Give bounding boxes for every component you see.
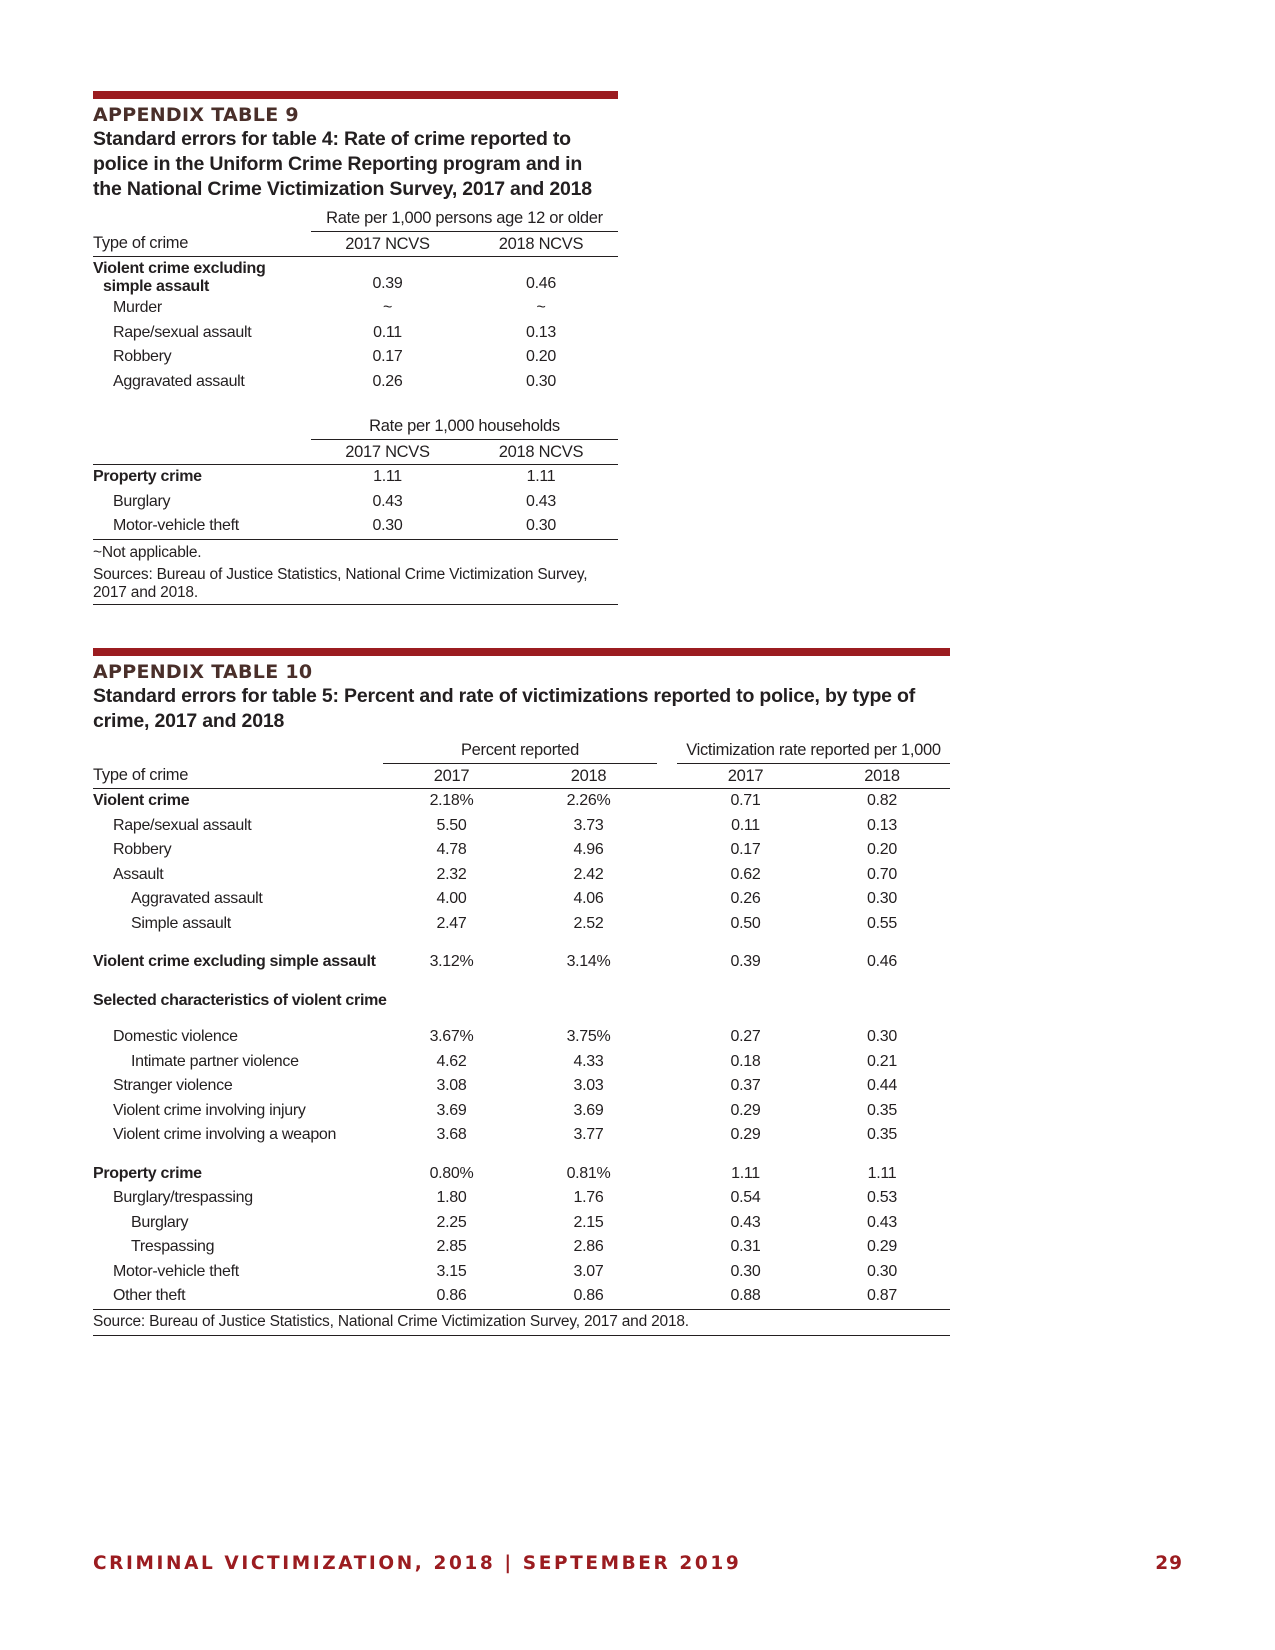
table-row [93, 1211, 950, 1236]
cell-2017: 0.30 [311, 514, 464, 539]
table-row [93, 1074, 950, 1099]
source-line: Sources: Bureau of Justice Statistics, National Crime Victimization Survey, [93, 565, 588, 583]
table-row [93, 321, 618, 346]
table-row [93, 465, 618, 490]
cell: 0.20 [867, 841, 897, 858]
row-label: Rape/sexual assault [113, 323, 252, 341]
table-section-header [93, 989, 950, 1014]
table-row [93, 490, 618, 515]
cell: 3.73 [573, 816, 604, 834]
table-row [93, 1050, 950, 1075]
table-row [93, 1123, 950, 1148]
row-label: Stranger violence [113, 1077, 233, 1094]
table-row [93, 1186, 950, 1211]
page-number: 29 [1155, 1553, 1183, 1574]
appendix-table-10 [93, 648, 950, 1336]
cell: 0.35 [867, 1101, 897, 1119]
cell: 3.15 [436, 1262, 467, 1280]
table-9-group-header: Rate per 1,000 persons age 12 or older [311, 206, 618, 231]
cell: 4.06 [573, 890, 604, 907]
cell-2018: ~ [536, 299, 546, 316]
cell: 3.14% [566, 953, 611, 970]
cell: 2.32 [436, 865, 467, 883]
cell: 3.68 [436, 1126, 467, 1143]
column-header-type: Type of crime [93, 231, 311, 257]
table-9-group-header-row [93, 414, 618, 439]
cell: 2.52 [573, 914, 604, 932]
row-label: Rape/sexual assault [113, 816, 252, 834]
cell: 3.12% [429, 953, 474, 970]
cell: 0.21 [867, 1052, 897, 1070]
cell: 2.26% [566, 792, 611, 809]
cell: 0.54 [730, 1189, 761, 1206]
cell: 0.53 [867, 1189, 897, 1206]
row-label: Other theft [93, 1284, 383, 1309]
table-9-source [93, 566, 618, 605]
row-label [93, 257, 311, 297]
cell: 0.30 [867, 1262, 897, 1280]
column-header-percent-2018: 2018 [520, 763, 657, 789]
table-9-column-header-row [93, 439, 618, 465]
table-row [93, 370, 618, 395]
row-label: Violent crime [93, 792, 190, 809]
cell: 2.18% [429, 792, 474, 809]
column-header-rate-2017: 2017 [677, 763, 814, 789]
cell: 0.71 [730, 792, 761, 809]
cell: 0.30 [867, 890, 897, 907]
cell: 0.44 [867, 1077, 897, 1094]
cell: 0.31 [730, 1238, 761, 1255]
table-row [93, 887, 950, 912]
cell: 3.08 [436, 1077, 467, 1094]
cell: 0.86 [383, 1284, 520, 1309]
table-row [93, 863, 950, 888]
table-9-group-header-households: Rate per 1,000 households [311, 414, 618, 439]
row-label: Murder [113, 299, 162, 316]
table-row [93, 257, 618, 297]
cell: 0.17 [730, 841, 761, 858]
table-row [93, 789, 950, 814]
cell: 0.29 [867, 1238, 897, 1255]
table-row [93, 1162, 950, 1187]
row-label: Property crime [93, 468, 202, 485]
cell: 3.07 [573, 1262, 604, 1280]
cell: 3.77 [573, 1126, 604, 1143]
row-label: Aggravated assault [131, 890, 263, 907]
cell: 5.50 [436, 816, 467, 834]
row-label: Robbery [113, 348, 172, 365]
cell: 1.11 [731, 1164, 760, 1182]
cell: 0.82 [867, 792, 897, 809]
source-line: 2017 and 2018. [93, 583, 198, 601]
row-label-line: Violent crime excluding [93, 260, 266, 277]
row-label: Burglary [113, 492, 171, 510]
cell: 4.78 [436, 841, 467, 858]
cell: 0.80% [429, 1164, 474, 1182]
cell-2018: 1.11 [526, 468, 556, 485]
cell: 2.85 [436, 1238, 467, 1255]
row-label: Property crime [93, 1164, 202, 1182]
column-header-2018: 2018 NCVS [464, 439, 618, 465]
cell-2018: 0.43 [526, 492, 556, 510]
row-label: Simple assault [131, 914, 231, 932]
cell: 0.35 [867, 1126, 897, 1143]
cell-2018: 0.13 [526, 323, 556, 341]
cell: 0.18 [730, 1052, 761, 1070]
cell: 0.30 [730, 1262, 761, 1280]
cell: 0.37 [730, 1077, 761, 1094]
cell: 0.30 [867, 1028, 897, 1045]
column-header-rate-2018: 2018 [814, 763, 950, 789]
row-label: Violent crime involving injury [113, 1101, 306, 1119]
table-row [93, 1284, 950, 1309]
cell: 1.11 [867, 1164, 897, 1182]
table-10-column-header-row [93, 763, 950, 789]
row-label-line: simple assault [103, 278, 210, 295]
table-9-title-line: police in the Uniform Crime Reporting program and in [93, 153, 583, 175]
cell: 2.25 [436, 1213, 467, 1231]
column-header-type: Type of crime [93, 763, 383, 789]
cell: 3.75% [566, 1028, 611, 1045]
cell-2017: ~ [382, 299, 393, 316]
table-9-group-header-row [93, 206, 618, 231]
cell: 3.67% [429, 1028, 474, 1045]
cell: 0.29 [730, 1101, 761, 1119]
cell: 0.46 [867, 953, 897, 970]
table-row [93, 296, 618, 321]
row-label: Burglary/trespassing [113, 1189, 253, 1206]
appendix-table-9 [93, 91, 618, 605]
row-label: Trespassing [131, 1238, 215, 1255]
cell: 0.81% [566, 1164, 611, 1182]
column-header-percent-2017: 2017 [383, 763, 520, 789]
cell: 2.15 [573, 1213, 604, 1231]
table-row [93, 912, 950, 937]
table-10-label: APPENDIX TABLE 10 [93, 661, 313, 683]
cell-2018: 0.30 [464, 514, 618, 539]
cell: 0.43 [730, 1213, 761, 1231]
table-9-title-line: the National Crime Victimization Survey, 2017 and 2018 [93, 178, 592, 200]
cell: 0.29 [730, 1126, 761, 1143]
row-label: Motor-vehicle theft [113, 1262, 239, 1280]
column-header-2017: 2017 NCVS [311, 231, 464, 257]
table-10-grid [93, 738, 950, 1310]
cell: 3.03 [573, 1077, 604, 1094]
cell: 0.43 [867, 1213, 897, 1231]
cell-2017: 0.43 [372, 492, 403, 510]
table-row [93, 514, 618, 539]
cell: 0.50 [730, 914, 761, 932]
cell: 3.69 [573, 1101, 604, 1119]
table-10-group-header-row [93, 738, 950, 763]
cell: 2.47 [436, 914, 467, 932]
cell: 2.42 [573, 865, 604, 883]
cell: 0.27 [730, 1028, 761, 1045]
cell: 0.39 [730, 953, 761, 970]
cell: 0.62 [730, 865, 761, 883]
cell: 0.11 [731, 816, 760, 834]
table-10-title-line: Standard errors for table 5: Percent and rate of victimizations reported to police, by type of [93, 685, 916, 707]
column-header-2018: 2018 NCVS [464, 231, 618, 257]
table-9-title [93, 127, 618, 202]
cell-2018: 0.46 [526, 274, 556, 292]
cell: 1.76 [573, 1189, 604, 1206]
cell-2017: 0.11 [373, 323, 402, 341]
cell: 0.55 [867, 914, 897, 932]
column-header-2017: 2017 NCVS [311, 439, 464, 465]
cell-2017: 0.26 [372, 372, 403, 390]
cell: 2.86 [573, 1238, 604, 1255]
table-row [93, 838, 950, 863]
page-footer [93, 1553, 1183, 1574]
cell: 0.26 [730, 890, 761, 907]
cell: 4.00 [436, 890, 467, 907]
row-label: Robbery [113, 841, 172, 858]
table-row [93, 345, 618, 370]
group-header-percent-reported: Percent reported [383, 738, 657, 763]
row-label: Violent crime excluding simple assault [93, 953, 376, 970]
row-label: Domestic violence [113, 1028, 238, 1045]
cell: 1.80 [436, 1189, 467, 1206]
cell-2017: 1.11 [373, 468, 402, 485]
cell: 3.69 [436, 1101, 467, 1119]
table-row [93, 1235, 950, 1260]
cell-2017: 0.17 [372, 348, 403, 365]
row-label: Motor-vehicle theft [93, 514, 311, 539]
cell-2017: 0.39 [372, 274, 403, 292]
table-9-column-header-row [93, 231, 618, 257]
table-row [93, 1025, 950, 1050]
table-row [93, 950, 950, 975]
row-label: Assault [113, 865, 164, 883]
cell-2018: 0.30 [526, 372, 556, 390]
cell: 0.87 [814, 1284, 950, 1309]
cell: 0.13 [867, 816, 897, 834]
row-label: Intimate partner violence [131, 1052, 299, 1070]
table-9-grid [93, 206, 618, 540]
row-label: Violent crime involving a weapon [113, 1126, 337, 1143]
table-9-note: ~Not applicable. [93, 543, 202, 561]
cell: 0.86 [520, 1284, 657, 1309]
table-9-accent-bar [93, 91, 618, 99]
cell: 0.88 [677, 1284, 814, 1309]
table-row [93, 814, 950, 839]
cell: 4.62 [436, 1052, 467, 1070]
table-10-title-line: crime, 2017 and 2018 [93, 710, 285, 732]
row-label: Selected characteristics of violent crime [93, 991, 387, 1009]
table-9-label: APPENDIX TABLE 9 [93, 104, 299, 126]
table-row [93, 1260, 950, 1285]
table-10-accent-bar [93, 648, 950, 656]
row-label: Burglary [131, 1213, 189, 1231]
footer-publication-title: CRIMINAL VICTIMIZATION, 2018 | SEPTEMBER 2019 [93, 1553, 742, 1574]
table-10-title [93, 684, 950, 734]
cell: 4.96 [573, 841, 604, 858]
cell: 0.70 [867, 865, 897, 883]
table-10-source: Source: Bureau of Justice Statistics, National Crime Victimization Survey, 2017 and 2018. [93, 1310, 950, 1336]
cell: 4.33 [573, 1052, 604, 1070]
row-label: Aggravated assault [113, 372, 245, 390]
table-row [93, 1099, 950, 1124]
table-9-title-line: Standard errors for table 4: Rate of crime reported to [93, 128, 571, 150]
group-header-victimization-rate: Victimization rate reported per 1,000 [677, 738, 950, 763]
cell-2018: 0.20 [526, 348, 556, 365]
